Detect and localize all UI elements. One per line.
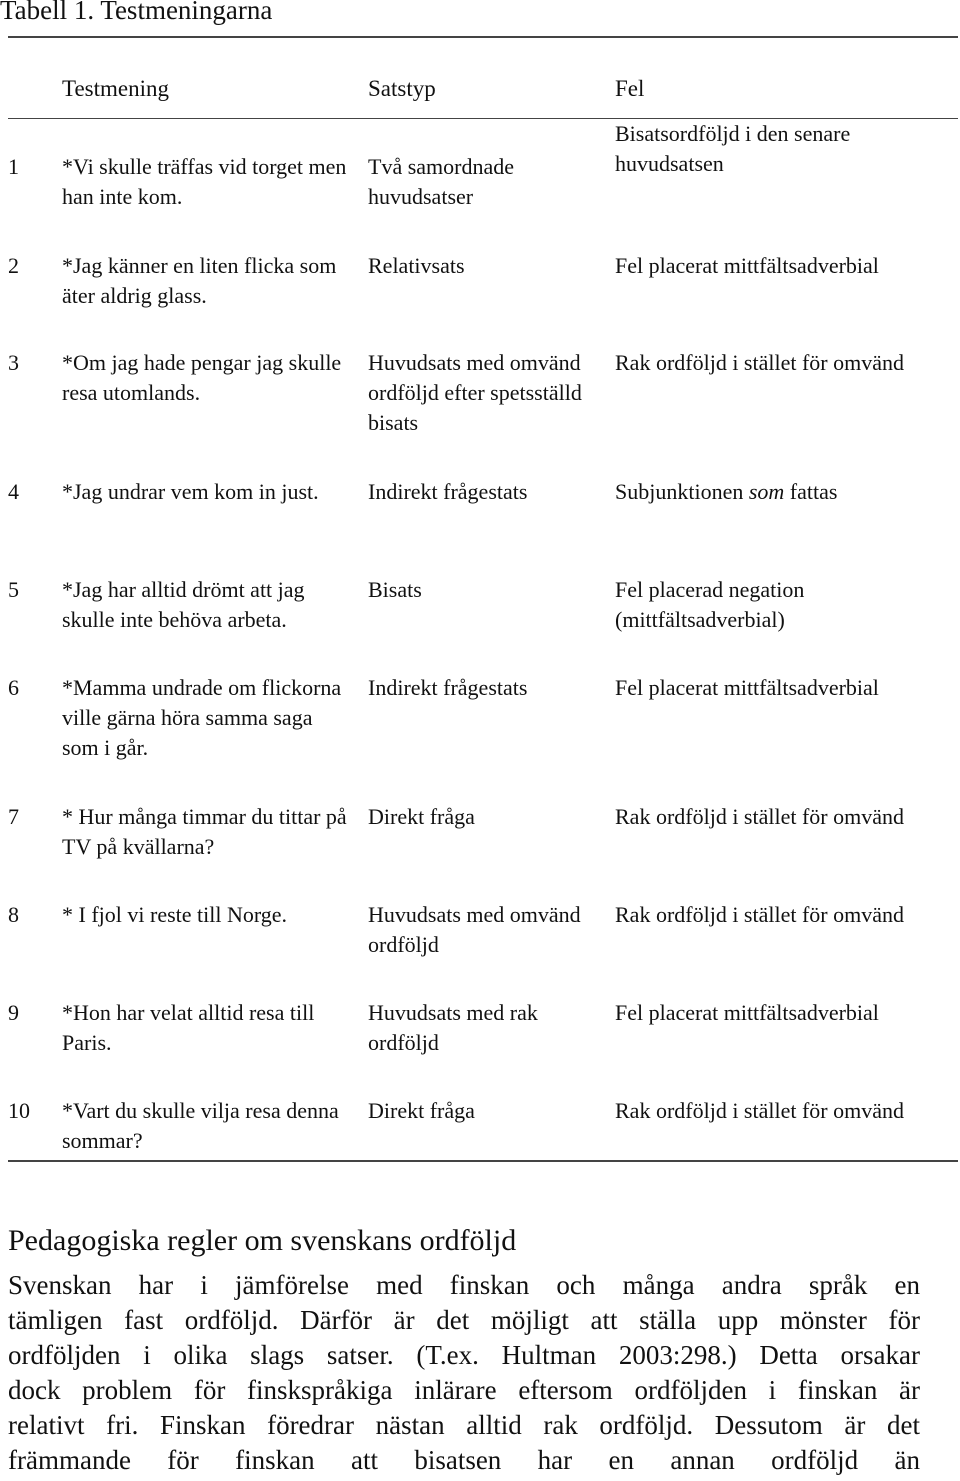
paragraph-line: tämligen fast ordföljd. Därför är det möjligt att ställa upp mönster för xyxy=(8,1305,920,1335)
paragraph-line: dock problem för finskspråkiga inlärare eftersom ordföljden i finskan är xyxy=(8,1375,920,1405)
paragraph-line: ordföljden i olika slags satser. (T.ex. Hultman 2003:298.) Detta orsakar xyxy=(8,1340,920,1370)
error-description: Rak ordföljd i stället för omvänd xyxy=(615,1098,904,1123)
test-sentence: *Vi skulle träffas vid torget men han inte kom. xyxy=(62,154,347,209)
clause-type: Indirekt frågestats xyxy=(368,675,528,700)
error-description: Fel placerat mittfältsadverbial xyxy=(615,675,879,700)
clause-type: Direkt fråga xyxy=(368,1098,475,1123)
section-heading: Pedagogiska regler om svenskans ordföljd xyxy=(8,1224,517,1257)
clause-type: Bisats xyxy=(368,577,422,602)
test-sentence: *Jag har alltid drömt att jag skulle inte behöva arbeta. xyxy=(62,577,305,632)
header-error: Fel xyxy=(615,76,645,101)
error-description: Bisatsordföljd i den senare huvudsatsen xyxy=(615,121,851,176)
test-sentence: *Jag undrar vem kom in just. xyxy=(62,479,319,504)
row-number: 9 xyxy=(8,1000,19,1025)
row-number: 10 xyxy=(8,1098,30,1123)
clause-type: Direkt fråga xyxy=(368,804,475,829)
error-description: Fel placerat mittfältsadverbial xyxy=(615,1000,879,1025)
error-description: Rak ordföljd i stället för omvänd xyxy=(615,350,904,375)
test-sentence: *Mamma undrade om flickorna ville gärna höra samma saga som i går. xyxy=(62,675,342,760)
clause-type: Två samordnade huvudsatser xyxy=(368,154,514,209)
error-description xyxy=(615,477,955,507)
paragraph-line: Svenskan har i jämförelse med finskan och många andra språk en xyxy=(8,1270,920,1300)
header-type: Satstyp xyxy=(368,76,436,101)
error-description: Fel placerad negation (mittfältsadverbial) xyxy=(615,577,805,632)
error-text-emphasis: som xyxy=(748,479,785,504)
error-description: Fel placerat mittfältsadverbial xyxy=(615,253,879,278)
test-sentence: *Vart du skulle vilja resa denna sommar? xyxy=(62,1098,339,1153)
error-text-post: fattas xyxy=(784,479,838,504)
table-top-rule xyxy=(8,36,958,38)
row-number: 5 xyxy=(8,577,19,602)
clause-type: Huvudsats med rak ordföljd xyxy=(368,1000,538,1055)
row-number: 2 xyxy=(8,253,19,278)
test-sentence: * I fjol vi reste till Norge. xyxy=(62,902,288,927)
row-number: 6 xyxy=(8,675,19,700)
header-sentence: Testmening xyxy=(62,76,169,101)
error-description: Rak ordföljd i stället för omvänd xyxy=(615,902,904,927)
row-number: 3 xyxy=(8,350,19,375)
error-description: Rak ordföljd i stället för omvänd xyxy=(615,804,904,829)
test-sentence: *Hon har velat alltid resa till Paris. xyxy=(62,1000,315,1055)
paragraph-line: främmande för finskan att bisatsen har en annan ordföljd än xyxy=(8,1445,920,1475)
clause-type: Indirekt frågestats xyxy=(368,479,528,504)
paragraph-line: relativt fri. Finskan föredrar nästan alltid rak ordföljd. Dessutom är det xyxy=(8,1410,920,1440)
clause-type: Huvudsats med omvänd ordföljd xyxy=(368,902,581,957)
row-number: 1 xyxy=(8,154,19,179)
row-number: 4 xyxy=(8,479,19,504)
test-sentence: *Jag känner en liten flicka som äter aldrig glass. xyxy=(62,253,337,308)
row-number: 8 xyxy=(8,902,19,927)
table-caption: Tabell 1. Testmeningarna xyxy=(0,0,273,25)
row-number: 7 xyxy=(8,804,19,829)
clause-type: Relativsats xyxy=(368,253,465,278)
body-paragraph xyxy=(8,1268,920,1478)
clause-type: Huvudsats med omvänd ordföljd efter spetsställd bisats xyxy=(368,350,582,435)
test-sentence: *Om jag hade pengar jag skulle resa utomlands. xyxy=(62,350,342,405)
test-sentence: * Hur många timmar du tittar på TV på kvällarna? xyxy=(62,804,347,859)
error-text-pre: Subjunktionen xyxy=(615,479,749,504)
table-bottom-rule xyxy=(8,1160,958,1162)
